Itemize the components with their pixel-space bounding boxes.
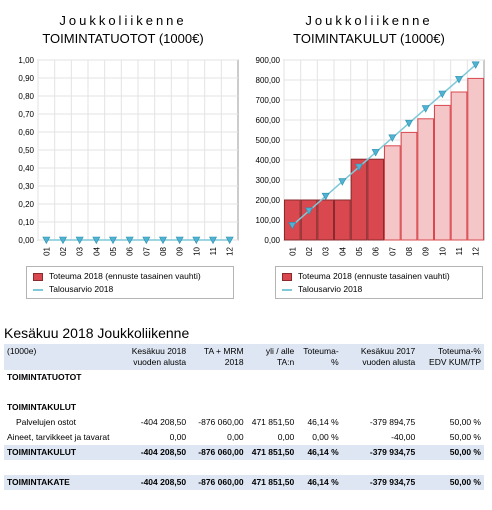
legend-bar-swatch: [282, 273, 292, 281]
table-cell: [113, 400, 190, 415]
chart2-subtitle: TOIMINTAKULUT (1000€): [293, 31, 445, 46]
table-cell: 0,00 %: [312, 432, 339, 442]
y-tick-label: 0,50: [18, 146, 34, 155]
table-cell: 0,00: [277, 432, 295, 442]
table-cell: [418, 370, 484, 385]
legend-bar-label: Toteuma 2018 (ennuste tasainen vauhti): [49, 271, 201, 281]
y-tick-label: 500,00: [255, 136, 280, 145]
table-cell: TOIMINTATUOTOT: [7, 372, 82, 382]
table-cell: -404 208,50: [140, 417, 187, 427]
x-tick-label: 04: [92, 247, 102, 256]
table-cell: 46,14 %: [307, 417, 339, 427]
y-tick-label: 0,20: [18, 200, 34, 209]
x-tick-label: 05: [355, 247, 364, 256]
table-cell: [113, 385, 190, 400]
chart2-legend: [275, 266, 483, 299]
table-row: [4, 445, 484, 460]
chart2-title-block: [246, 12, 492, 48]
y-tick-label: 0,70: [18, 110, 34, 119]
x-tick-label: 11: [455, 247, 464, 256]
table-cell: [418, 400, 484, 415]
legend-bar-swatch: [33, 273, 43, 281]
x-tick-label: 09: [421, 247, 431, 256]
x-tick-label: 12: [471, 247, 481, 256]
table-cell: [297, 385, 341, 400]
table-cell: -404 208,50: [113, 445, 190, 460]
x-tick-label: 06: [125, 247, 135, 256]
table-cell: [297, 400, 341, 415]
y-tick-label: 0,90: [18, 74, 34, 83]
table-header-cell: Toteuma-%: [297, 344, 341, 370]
table-cell: 50,00 %: [449, 432, 481, 442]
table-cell: TOIMINTAKATE: [4, 475, 113, 490]
table-cell: [189, 370, 247, 385]
table-cell: -876 060,00: [189, 475, 247, 490]
table-cell: [189, 460, 247, 475]
y-tick-label: 400,00: [255, 156, 280, 165]
table-header-cell: Kesäkuu 2018 vuoden alusta: [113, 344, 190, 370]
table-row: [4, 475, 484, 490]
table-cell: 50,00 %: [418, 475, 484, 490]
table-cell: [342, 460, 419, 475]
table-cell: TOIMINTAKULUT: [7, 402, 77, 412]
table-header-row: [4, 344, 484, 370]
table-cell: 50,00 %: [449, 417, 481, 427]
table-cell: [342, 385, 419, 400]
y-tick-label: 200,00: [255, 196, 280, 205]
table-cell: [113, 460, 190, 475]
table-cell: 46,14 %: [297, 475, 341, 490]
x-tick-label: 10: [438, 247, 448, 256]
table-cell: [418, 385, 484, 400]
y-tick-label: 1,00: [18, 56, 34, 65]
x-tick-label: 03: [75, 247, 85, 256]
y-tick-label: 0,00: [18, 236, 34, 245]
y-tick-label: 900,00: [255, 56, 280, 65]
y-tick-label: 0,40: [18, 164, 34, 173]
table-cell: [247, 400, 298, 415]
x-tick-label: 12: [225, 247, 235, 256]
bar: [368, 159, 384, 240]
legend-line-label: Talousarvio 2018: [49, 284, 114, 294]
bar: [335, 200, 351, 240]
table-cell: 50,00 %: [418, 445, 484, 460]
table-title: Kesäkuu 2018 Joukkoliikenne: [4, 325, 190, 341]
y-tick-label: 0,00: [264, 236, 280, 245]
x-tick-label: 02: [59, 247, 68, 256]
table-cell: -379 894,75: [369, 417, 416, 427]
bar: [318, 200, 334, 240]
table-cell: [418, 460, 484, 475]
table-header-cell: (1000e): [4, 344, 113, 370]
table-cell: [189, 400, 247, 415]
table-cell: Palvelujen ostot: [16, 417, 77, 427]
chart1-plot: [0, 52, 246, 262]
y-tick-label: 0,60: [18, 128, 34, 137]
summary-table: [4, 344, 484, 490]
table-cell: 0,00: [169, 432, 187, 442]
chart1-title-block: [0, 12, 246, 48]
table-row: [4, 385, 484, 400]
y-tick-label: 700,00: [255, 96, 280, 105]
x-tick-label: 08: [159, 247, 168, 256]
table-cell: [4, 460, 113, 475]
table-cell: [247, 370, 298, 385]
bar: [385, 146, 401, 240]
table-cell: [297, 370, 341, 385]
table-cell: TOIMINTAKULUT: [4, 445, 113, 460]
x-tick-label: 10: [192, 247, 202, 256]
table-cell: 471 851,50: [247, 445, 298, 460]
legend-line-label: Talousarvio 2018: [298, 284, 363, 294]
chart1-title: Joukkoliikenne: [59, 13, 187, 28]
x-tick-label: 07: [142, 247, 152, 256]
y-tick-label: 800,00: [255, 76, 280, 85]
x-tick-label: 11: [209, 247, 218, 256]
y-tick-label: 0,10: [18, 218, 34, 227]
table-cell: -876 060,00: [198, 417, 244, 427]
x-tick-label: 02: [305, 247, 314, 256]
table-header-cell: Toteuma-% EDV KUM/TP: [418, 344, 484, 370]
table-row: [4, 370, 484, 385]
x-tick-label: 04: [338, 247, 348, 256]
table-cell: [247, 460, 298, 475]
y-tick-label: 0,30: [18, 182, 34, 191]
table-cell: 471 851,50: [247, 475, 298, 490]
table-row: [4, 415, 484, 430]
y-tick-label: 300,00: [255, 176, 280, 185]
table-header-cell: TA + MRM 2018: [189, 344, 247, 370]
table-cell: -404 208,50: [113, 475, 190, 490]
chart2-plot: [246, 52, 492, 262]
table-cell: -379 934,75: [342, 445, 419, 460]
table-cell: [189, 385, 247, 400]
table-row: [4, 430, 484, 445]
table-row: [4, 400, 484, 415]
x-tick-label: 08: [405, 247, 414, 256]
chart1-legend: [26, 266, 234, 299]
table-cell: [113, 370, 190, 385]
table-cell: 0,00: [227, 432, 244, 442]
x-tick-label: 06: [371, 247, 381, 256]
bar: [401, 132, 417, 240]
table-cell: Aineet, tarvikkeet ja tavarat: [7, 432, 110, 442]
bar: [451, 92, 467, 240]
table-cell: [342, 370, 419, 385]
bar: [418, 119, 434, 240]
y-tick-label: 0,80: [18, 92, 34, 101]
legend-bar-label: Toteuma 2018 (ennuste tasainen vauhti): [298, 271, 450, 281]
table-cell: 471 851,50: [251, 417, 295, 427]
chart2-title: Joukkoliikenne: [305, 13, 433, 28]
x-tick-label: 03: [321, 247, 331, 256]
x-tick-label: 01: [288, 247, 298, 256]
table-header-cell: Kesäkuu 2017 vuoden alusta: [342, 344, 419, 370]
y-tick-label: 600,00: [255, 116, 280, 125]
table-cell: -379 934,75: [342, 475, 419, 490]
table-cell: [247, 385, 298, 400]
legend-line-swatch: [282, 289, 292, 291]
table-row: [4, 460, 484, 475]
table-cell: [342, 400, 419, 415]
table-cell: 46,14 %: [297, 445, 341, 460]
x-tick-label: 05: [109, 247, 118, 256]
table-cell: -876 060,00: [189, 445, 247, 460]
x-tick-label: 01: [42, 247, 52, 256]
bar: [435, 105, 451, 240]
x-tick-label: 09: [175, 247, 185, 256]
legend-line-swatch: [33, 289, 43, 291]
x-tick-label: 07: [388, 247, 398, 256]
table-header-cell: yli / alle TA:n: [247, 344, 298, 370]
bar: [468, 78, 484, 240]
table-cell: -40,00: [391, 432, 416, 442]
y-tick-label: 100,00: [255, 216, 280, 225]
table-cell: [297, 460, 341, 475]
table-cell: [4, 385, 113, 400]
chart1-subtitle: TOIMINTATUOTOT (1000€): [42, 31, 204, 46]
